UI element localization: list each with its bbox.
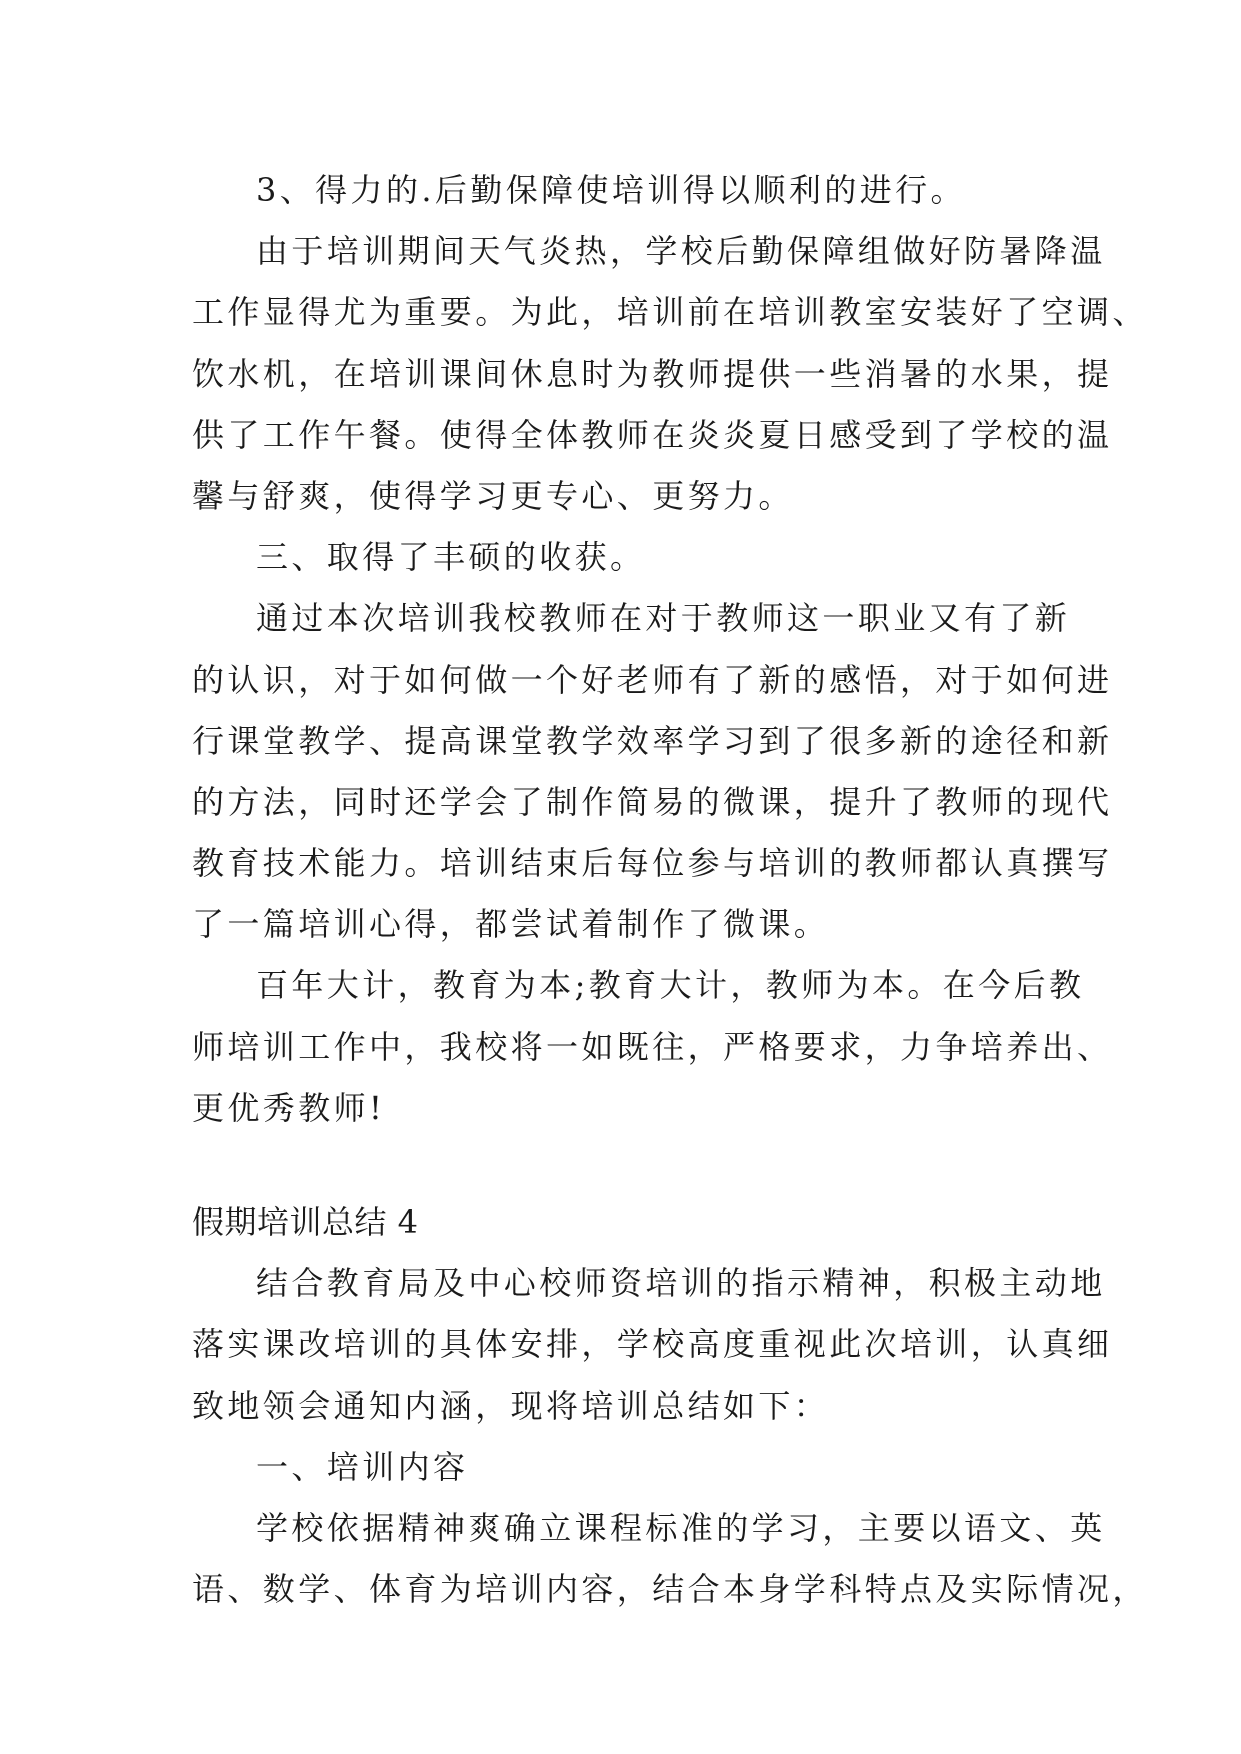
paragraph-line: 馨与舒爽，使得学习更专心、更努力。 [192, 476, 794, 515]
paragraph-line: 的认识，对于如何做一个好老师有了新的感悟，对于如何进 [192, 660, 1113, 699]
paragraph-line: 结合教育局及中心校师资培训的指示精神，积极主动地 [256, 1264, 1106, 1303]
paragraph-line: 更优秀教师! [192, 1088, 386, 1127]
paragraph-line: 师培训工作中，我校将一如既往，严格要求，力争培养出、 [192, 1027, 1113, 1066]
paragraph-line: 一、培训内容 [256, 1447, 469, 1486]
paragraph-line: 语、数学、体育为培训内容，结合本身学科特点及实际情况， [192, 1570, 1148, 1609]
paragraph-line: 3、得力的.后勤保障使培训得以顺利的进行。 [256, 171, 966, 209]
section-spacer [192, 1139, 1052, 1192]
paragraph-line: 供了工作午餐。使得全体教师在炎炎夏日感受到了学校的温 [192, 415, 1113, 454]
paragraph-line: 致地领会通知内涵，现将培训总结如下： [192, 1386, 830, 1425]
paragraph-line: 了一篇培训心得，都尝试着制作了微课。 [192, 905, 830, 944]
document-body [192, 160, 1148, 1620]
paragraph-line: 三、取得了丰硕的收获。 [256, 538, 646, 577]
paragraph-line: 落实课改培训的具体安排，学校高度重视此次培训，认真细 [192, 1325, 1113, 1364]
paragraph-line: 行课堂教学、提高课堂教学效率学习到了很多新的途径和新 [192, 721, 1113, 760]
paragraph-line: 学校依据精神爽确立课程标准的学习，主要以语文、英 [256, 1508, 1106, 1547]
paragraph-line: 饮水机，在培训课间休息时为教师提供一些消暑的水果，提 [192, 354, 1113, 393]
paragraph-line: 教育技术能力。培训结束后每位参与培训的教师都认真撰写 [192, 844, 1113, 883]
paragraph-line: 百年大计，教育为本;教育大计，教师为本。在今后教 [256, 966, 1085, 1005]
paragraph-line: 的方法，同时还学会了制作简易的微课，提升了教师的现代 [192, 782, 1113, 821]
paragraph-line: 由于培训期间天气炎热，学校后勤保障组做好防暑降温 [256, 232, 1106, 271]
paragraph-line: 通过本次培训我校教师在对于教师这一职业又有了新 [256, 599, 1071, 638]
section-title: 假期培训总结 4 [192, 1203, 419, 1241]
paragraph-line: 工作显得尤为重要。为此，培训前在培训教室安装好了空调、 [192, 293, 1148, 332]
